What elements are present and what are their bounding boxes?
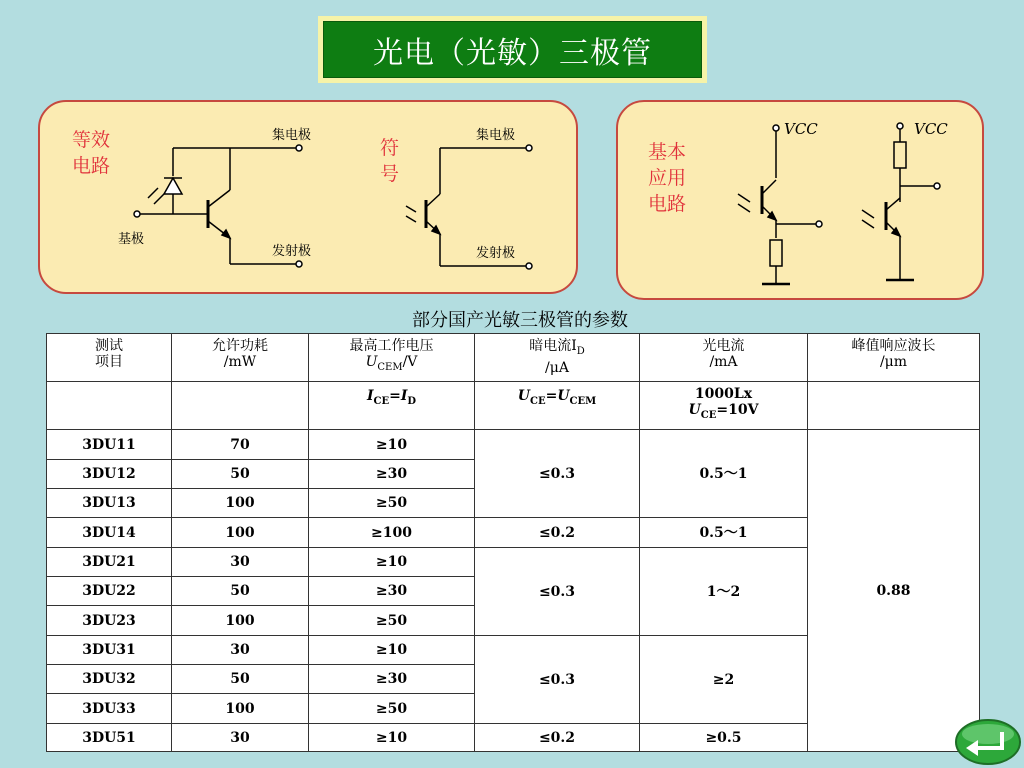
table-row: 3DU13 100 ≥50 bbox=[47, 489, 980, 518]
col-header-test: 测试 项目 bbox=[47, 334, 172, 382]
table-row: 3DU31 30 ≥10 ≤0.3 ≥2 bbox=[47, 636, 980, 665]
vcc-label-1: VCC bbox=[784, 120, 818, 138]
page-title: 光电（光敏）三极管 bbox=[323, 21, 702, 78]
cond-dark: $U_{CE}=U_{CEM}$ bbox=[475, 382, 640, 430]
vcc-label-2: VCC bbox=[914, 120, 948, 138]
col-header-wavelength: 峰值响应波长 /μm bbox=[808, 334, 980, 382]
equiv-label-1: 等效 bbox=[72, 129, 111, 151]
table-row: 3DU32 50 ≥30 bbox=[47, 665, 980, 694]
wavelength-cell: 0.88 bbox=[808, 430, 980, 752]
application-circuit-panel bbox=[616, 100, 984, 300]
symbol-label-1: 符 bbox=[380, 137, 400, 159]
photo-current-g1: 0.5～1 bbox=[640, 430, 808, 518]
table-row: 3DU22 50 ≥30 bbox=[47, 577, 980, 606]
col-header-dark-current: 暗电流$I_D$ /μA bbox=[475, 334, 640, 382]
emitter-label-2: 发射极 bbox=[476, 246, 516, 261]
table-row: 3DU51 30 ≥10 ≤0.2 ≥0.5 bbox=[47, 724, 980, 752]
cond-voltage: $I_{CE}=I_D$ bbox=[309, 382, 475, 430]
table-row: 3DU21 30 ≥10 ≤0.3 1～2 bbox=[47, 548, 980, 577]
table-row: 3DU33 100 ≥50 bbox=[47, 694, 980, 724]
header-row bbox=[47, 334, 980, 382]
photo-current-g3: 1～2 bbox=[640, 548, 808, 636]
table-row: 3DU12 50 ≥30 bbox=[47, 460, 980, 489]
parameter-table bbox=[46, 333, 980, 752]
return-button[interactable] bbox=[952, 718, 1022, 766]
dark-current-g4: ≤0.3 bbox=[475, 636, 640, 724]
app-label-1: 基本 bbox=[648, 141, 687, 163]
col-header-voltage: 最高工作电压 $U_{CEM}/V$ bbox=[309, 334, 475, 382]
dark-current-g2: ≤0.2 bbox=[475, 518, 640, 548]
collector-label: 集电极 bbox=[272, 128, 312, 143]
dark-current-g3: ≤0.3 bbox=[475, 548, 640, 636]
cond-photo: 1000Lx $U_{CE}=10V$ bbox=[640, 382, 808, 430]
table-row: 3DU23 100 ≥50 bbox=[47, 606, 980, 636]
photo-current-g2: 0.5～1 bbox=[640, 518, 808, 548]
dark-current-g1: ≤0.3 bbox=[475, 430, 640, 518]
table-title: 部分国产光敏三极管的参数 bbox=[412, 310, 628, 331]
equivalent-circuit-panel bbox=[38, 100, 578, 294]
col-header-photo-current: 光电流 /mA bbox=[640, 334, 808, 382]
app-label-2: 应用 bbox=[648, 167, 687, 189]
condition-row bbox=[47, 382, 980, 430]
symbol-label-2: 号 bbox=[380, 163, 400, 185]
return-arrow-icon bbox=[952, 718, 1022, 766]
equivalent-circuit-diagram bbox=[40, 102, 580, 296]
photo-current-g5: ≥0.5 bbox=[640, 724, 808, 752]
collector-label-2: 集电极 bbox=[476, 128, 516, 143]
photo-current-g4: ≥2 bbox=[640, 636, 808, 724]
equiv-label-2: 电路 bbox=[72, 155, 111, 177]
col-header-power: 允许功耗 /mW bbox=[172, 334, 309, 382]
dark-current-g5: ≤0.2 bbox=[475, 724, 640, 752]
base-label: 基极 bbox=[118, 232, 145, 247]
emitter-label: 发射极 bbox=[272, 244, 312, 259]
table-row: 3DU14 100 ≥100 ≤0.2 0.5～1 bbox=[47, 518, 980, 548]
table-row: 3DU11 70 ≥10 ≤0.3 0.5～1 0.88 bbox=[47, 430, 980, 460]
app-label-3: 电路 bbox=[648, 193, 687, 215]
application-circuit-diagram bbox=[618, 102, 986, 302]
